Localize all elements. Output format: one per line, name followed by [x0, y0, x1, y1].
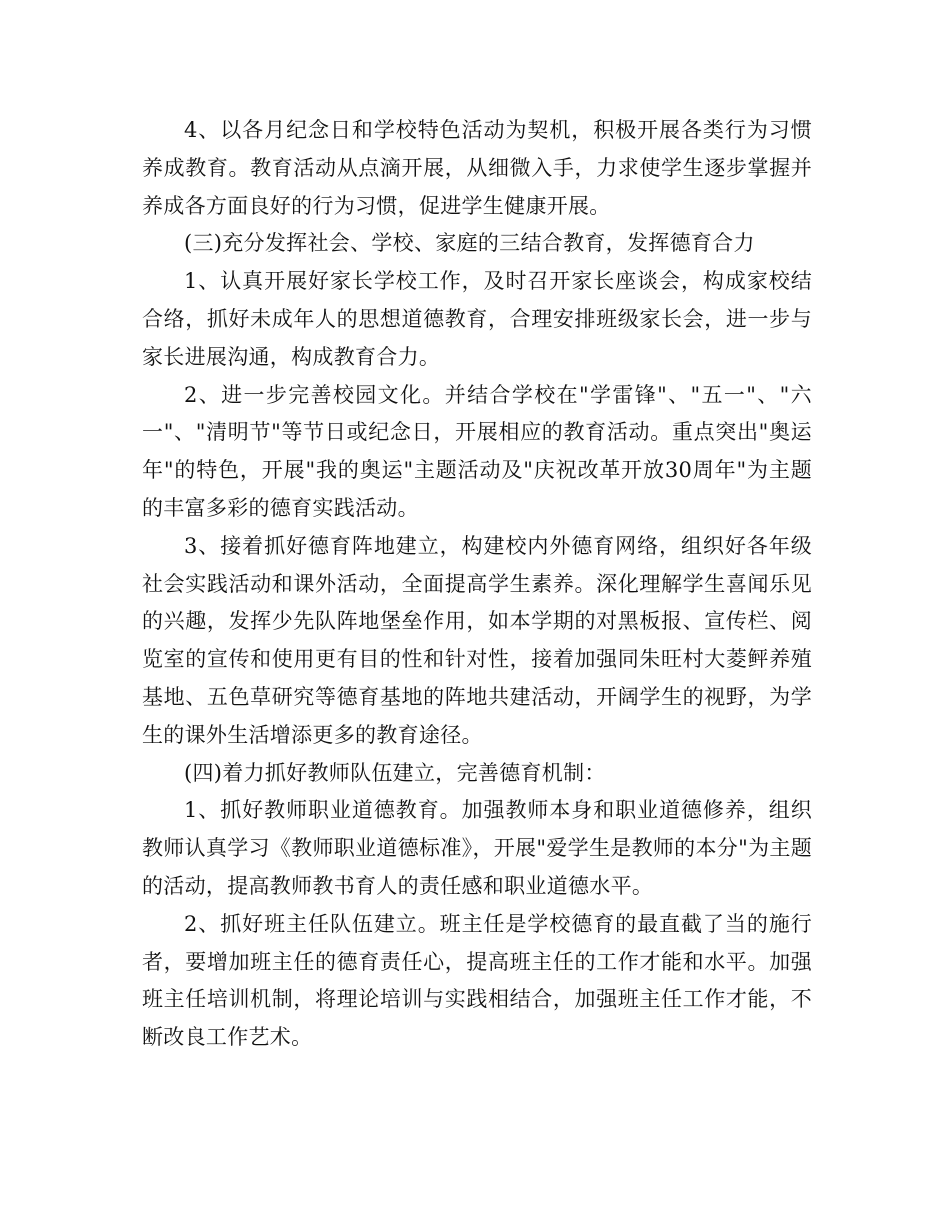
paragraph-parent-school: 1、认真开展好家长学校工作，及时召开家长座谈会，构成家校结合络，抓好未成年人的思想道德教育，合理安排班级家长会，进一步与家长进展沟通，构成教育合力。 [142, 269, 812, 369]
paragraph-moral-base: 3、接着抓好德育阵地建立，构建校内外德育网络，组织好各年级社会实践活动和课外活动，全面提高学生素养。深化理解学生喜闻乐见的兴趣，发挥少先队阵地堡垒作用，如本学期的对黑板报、宣传栏、阅览室的宣传和使用更有目的性和针对性，接着加强同朱旺村大菱鲆养殖基地、五色草研究等德育基地的阵地共建活动，开阔学生的视野，为学生的课外生活增添更多的教育途径。 [142, 533, 812, 747]
paragraph-head-teacher: 2、抓好班主任队伍建立。班主任是学校德育的最直截了当的施行者，要增加班主任的德育责任心，提高班主任的工作才能和水平。加强班主任培训机制，将理论培训与实践相结合，加强班主任工作才能，不断改良工作艺术。 [142, 911, 812, 1050]
paragraph-campus-culture: 2、进一步完善校园文化。并结合学校在"学雷锋"、"五一"、"六一"、"清明节"等节日或纪念日，开展相应的教育活动。重点突出"奥运年"的特色，开展"我的奥运"主题活动及"庆祝改革开放30周年"为主题的丰富多彩的德育实践活动。 [142, 382, 812, 520]
document-body [142, 112, 812, 1057]
section-heading-three: (三)充分发挥社会、学校、家庭的三结合教育，发挥德育合力 [184, 231, 755, 256]
paragraph-item-4: 4、以各月纪念日和学校特色活动为契机，积极开展各类行为习惯养成教育。教育活动从点滴开展，从细微入手，力求使学生逐步掌握并养成各方面良好的行为习惯，促进学生健康开展。 [142, 118, 812, 218]
section-heading-four: (四)着力抓好教师队伍建立，完善德育机制： [184, 760, 606, 785]
paragraph-teacher-ethics: 1、抓好教师职业道德教育。加强教师本身和职业道德修养，组织教师认真学习《教师职业道德标准》，开展"爱学生是教师的本分"为主题的活动，提高教师教书育人的责任感和职业道德水平。 [142, 798, 812, 898]
